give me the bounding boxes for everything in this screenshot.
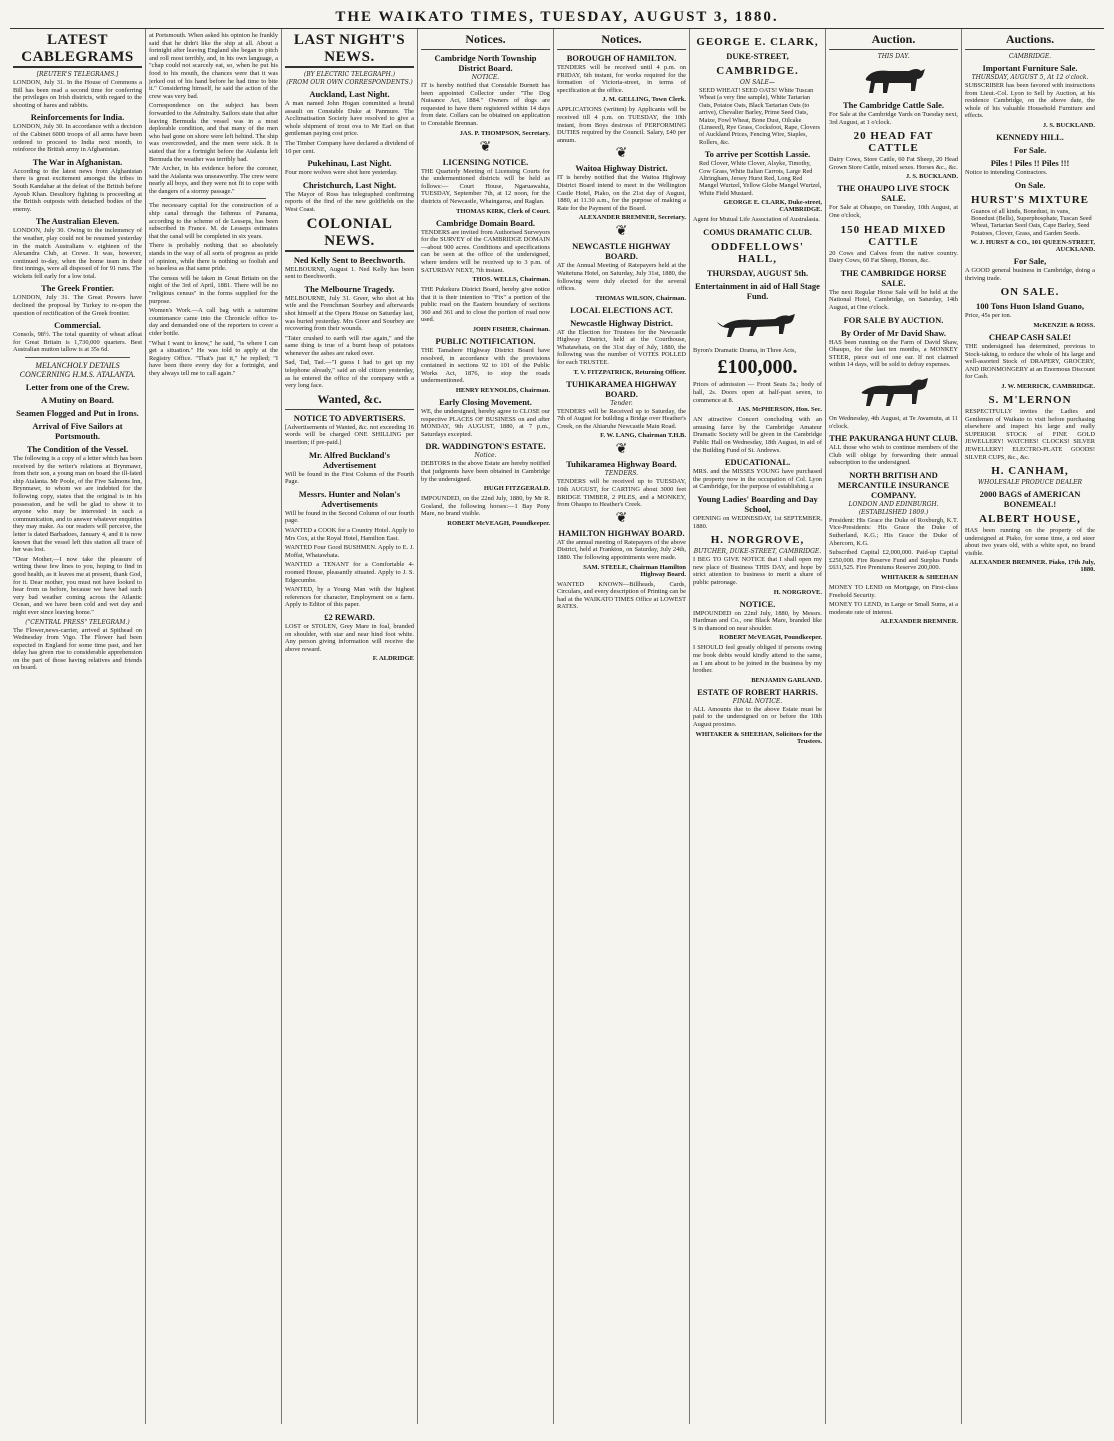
crest-icon: ❦ xyxy=(615,145,628,162)
column-7 xyxy=(826,29,962,1424)
notice-text: 20 Cows and Calves from the native country. Dairy Cows, 60 Fat Sheep, Horses, &c. xyxy=(829,249,958,265)
section-heading: The Australian Eleven. xyxy=(35,216,120,227)
section-subheading: Tender. xyxy=(610,399,633,407)
advertiser-name: H. CANHAM, xyxy=(991,465,1069,478)
section-heading: THE PAKURANGA HUNT CLUB. xyxy=(829,433,958,444)
notice-text: I SHOULD feel greatly obliged if persons owing me book debts would kindly attend to the same, as I am about to be joined in the business by my brother. xyxy=(693,644,822,675)
section-heading: LOCAL ELECTIONS ACT. xyxy=(570,304,673,315)
advertiser-name: S. M'LERNON xyxy=(988,393,1072,406)
section-heading: 2000 BAGS of AMERICAN BONEMEAL! xyxy=(979,489,1081,510)
signature: GEORGE E. CLARK, Duke-street, CAMBRIDGE. xyxy=(723,199,822,214)
section-heading: MELANCHOLY DETAILS CONCERNING H.M.S. ATALANTA. xyxy=(19,361,136,380)
lot-headline: 150 HEAD MIXED CATTLE xyxy=(840,223,947,248)
section-heading: Letter from one of the Crew. xyxy=(25,382,130,393)
signature: SAM. STEELE, Chairman Hamilton Highway Board. xyxy=(583,563,686,578)
advertiser-town: CAMBRIDGE. xyxy=(716,65,799,77)
wanted-ad: WANTED, by a Young Man with the highest references for character, Employment on a farm. Apply to Editor of this paper. xyxy=(285,586,414,609)
section-heading: BOROUGH OF HAMILTON. xyxy=(566,53,677,63)
article-text: The necessary capital for the construction of a ship canal through the Isthmus of Panama, according to the scheme of de Lesseps, has been subscribed in France. M. de Lesseps estimates that the canal will be completed in six years. xyxy=(149,202,278,240)
signature: HUGH FITZGERALD. xyxy=(483,485,550,493)
article-text: The Flower,news-carrier, arrived at Spithead on Wednesday from Vigo. The Flower had been expected in England for some time past, and her delay has given rise to considerable apprehension on the part of those having relatives and friends on board. xyxy=(13,626,142,672)
notices-heading: Notices. xyxy=(421,32,550,50)
section-heading: LICENSING NOTICE. xyxy=(442,156,529,167)
notice-text: TENDERS will be received until 4 p.m. on FRIDAY, 6th instant, for works required for the formation of Victoria-street, in terms of specification at the office. xyxy=(557,64,686,94)
notice-text: MONEY TO LEND, in Large or Small Sums, at a moderate rate of interest. xyxy=(829,601,958,616)
advertiser-name: GEORGE E. CLARK, xyxy=(696,36,819,48)
article-text: LONDON, July 30. In accordance with a decision of the Cabinet 6000 troops of all arms have been ordered to proceed to India next month, to reinforce the British army in Afghanistan. xyxy=(13,123,142,154)
article-text: LONDON, July 31. The Great Powers have declined the proposal by Turkey to re-open the question of rectification of the Greek frontier. xyxy=(13,294,142,317)
article-text: "What I want to know," he said, "is where I can get a situation." He was told to apply at the Registry Office. "That's just it," he replied; "I have been there every day for a fortnight, and they always tell me to call again." xyxy=(149,339,278,377)
signature: McKENZIE & ROSS. xyxy=(1033,321,1095,329)
section-heading: THE CAMBRIDGE HORSE SALE. xyxy=(840,267,947,288)
venue-name: ODDFELLOWS' HALL, xyxy=(711,240,804,265)
column-8 xyxy=(962,29,1098,1424)
article-text: Consols, 98½. The total quantity of wheat afloat for Great Britain is 1,730,000 quarters. Best Australian mutton tallow is at 35s 6d. xyxy=(13,331,142,354)
section-heading: The Condition of the Vessel. xyxy=(26,444,129,455)
column-1 xyxy=(10,29,146,1424)
masthead: THE WAIKATO TIMES, TUESDAY, AUGUST 3, 1880. xyxy=(10,6,1104,29)
section-heading: DUKE-STREET, xyxy=(726,51,789,61)
last-nights-news-title: LAST NIGHT'S NEWS. xyxy=(285,32,414,68)
cablegrams-title: LATEST CABLEGRAMS xyxy=(13,32,142,68)
section-heading: ESTATE OF ROBERT HARRIS. xyxy=(697,686,818,697)
section-subheading: Notice. xyxy=(474,452,497,460)
cablegrams-credit: [REUTER'S TELEGRAMS.] xyxy=(36,71,119,78)
section-heading: Seamen Flogged and Put in Irons. xyxy=(16,408,139,419)
article-text: Will be found in the Second Column of our fourth page. xyxy=(285,509,414,525)
section-subheading: THIS DAY. xyxy=(877,53,910,60)
notice-text: I BEG TO GIVE NOTICE that I shall open my new place of Business THIS DAY, and hope by strict attention to business to merit a share of public patronage. xyxy=(693,556,822,586)
section-subheading: BUTCHER, DUKE-STREET, CAMBRIDGE. xyxy=(693,548,822,556)
product-headline: HURST'S MIXTURE xyxy=(971,193,1089,206)
section-heading: Mr. Alfred Buckland's Advertisement xyxy=(308,449,390,470)
section-credit: (FROM OUR OWN CORRESPONDENTS.) xyxy=(286,79,413,86)
article-text: "Tater crushed to earth will rise again," and the same thing is true of a burnt heap of potatoes whenever the ashes are raked over. xyxy=(285,334,414,357)
notice-text: THE Pukekura District Board, hereby give notice that it is their intention to "Fix" a portion of the public road on the Eastern boundary of sections 360 and 361 and to close the portion of road now used. xyxy=(421,286,550,324)
stock-list: SEED WHEAT! SEED OATS! White Tuscan Wheat (a very fine sample), White Tartarian Oats, Potatoe Oats, Black Tartarian Oats (to arrive), Chevalier Barley, Prime Seed Oats, Maize, Fowl Wheat, Bone Dust, Oilcake (Linseed), Rye Grass, Cocksfoot, Rape, Clovers of Auckland Prices, Fencing Wire, Staples, Rollers, &c. xyxy=(699,87,820,146)
article-text: Women's Work.—A call bag with a saturnine countenance came into the Chronicle office to-day and demanded one of the reporters to cover a cider bottle. xyxy=(149,307,278,337)
notice-text: AT the annual meeting of Ratepayers of the above District, held at Frankton, on Saturday, July 24th, 1880. The following appointments were made. xyxy=(557,538,686,561)
newspaper-page xyxy=(10,6,1104,1426)
notice-text: AT the Election for Trustees for the Newcastle Highway District, held at the Courthouse, Whatawhata, on the 31st day of July, 1880, the following was the number of VOTES POLLED for each TRUSTEE. xyxy=(557,328,686,367)
notice-text: IMPOUNDED, on the 22nd July, 1880, by Mr R. Gosland, the following horses:—1 Bay Pony Mare, no brand visible. xyxy=(421,495,550,518)
section-heading: Early Closing Movement. xyxy=(439,397,532,408)
signature: J. M. GELLING, Town Clerk. xyxy=(602,96,686,104)
section-heading: 100 Tons Huon Island Guano, xyxy=(976,301,1084,312)
notice-text: AT the Annual Meeting of Ratepayers held at the Waitetuna Hotel, on Saturday, July 31st, 1880, the following were duly elected for the several offices. xyxy=(557,262,686,293)
section-heading: Christchurch, Last Night. xyxy=(302,179,397,190)
signature: WHITAKER & SHEEHAN, Solicitors for the Trustees. xyxy=(695,730,822,745)
wanted-ad: WANTED a TENANT for a Comfortable 4-roomed House, pleasantly situated. Apply to J. S. Edgecumbe. xyxy=(285,561,414,584)
article-text: MELBOURNE, August 1. Ned Kelly has been sent to Beechworth. xyxy=(285,265,414,281)
section-heading: Cambridge North Township District Board. xyxy=(434,53,537,73)
notice-text: IMPOUNDED on 22nd July, 1880, by Messrs. Hardman and Co., one Black Mare, branded like S in diamond on near shoulder. xyxy=(693,609,822,632)
notice-text: WANTED KNOWN—Billheads, Cards, Circulars, and every description of Printing can be had at the WAIKATO TIMES Office at LOWEST RATES. xyxy=(557,580,686,611)
section-subheading: TENDERS. xyxy=(604,470,639,478)
notice-text: Agent for Mutual Life Association of Australasia. xyxy=(693,216,820,224)
article-text: Correspondence on the subject has been forwarded to the Admiralty. Sailors state that after leaving Bermuda the vessel was in a most deplorable condition, and that many of the men who had gone on shore were left behind. The ship was overcrowded, and the men were sick. It is stated that for a fortnight before the Atalanta left Bermuda the weather was terribly bad. xyxy=(149,102,278,163)
notice-text: RESPECTFULLY invites the Ladies and Gentlemen of Waikato to visit before purchasing elsewhere and inspect his large and really SUPERIOR STOCK of FINE GOLD JEWELLERY! WATCHES! CLOCKS! SILVER JEWELLERY! ELECTRO-PLATE GOODS! SILVER CUPS, &c., &c. xyxy=(965,407,1095,461)
notice-text: Price, 45s per ton. xyxy=(965,312,1012,320)
notice-text: AN attractive Concert concluding with an amusing farce by the Cambridge Amateur Dramatic Society will be given in the Cambridge Public Hall on Wednesday, 18th August, in aid of the Building Fund of St. Andrews. xyxy=(693,416,822,454)
notice-text: IT is hereby notified that Constable Burnett has been appointed Collector under "The Dog Nuisance Act, 1884." Owners of dogs are requested to have them registered within 14 days from date. Collars can be obtained on application to Constable Brennan. xyxy=(421,82,550,127)
section-credit: (BY ELECTRIC TELEGRAPH.) xyxy=(303,71,396,78)
signature: J. S. BUCKLAND. xyxy=(1042,121,1095,129)
notice-text: Notice to intending Contractors. xyxy=(965,168,1048,176)
product-headline: ON SALE. xyxy=(1000,286,1060,299)
section-heading: Commercial. xyxy=(54,320,101,331)
section-heading: The Melbourne Tragedy. xyxy=(304,283,395,294)
article-text: at Portsmouth. When asked his opinion he frankly said that he didn't like the ship at all. About a fortnight after leaving England she began to pitch and roll most terribly, and, in his own language, a "chap could not scarcely eat, so, when he put his food to his mouth, the chances were that it was jerked out of his hand before he had time to bite it." Considering himself, he said the action of the crew was very bad. xyxy=(149,32,278,100)
dog-illustration-icon xyxy=(854,372,934,412)
crest-icon: ❦ xyxy=(615,509,628,526)
section-heading: Waitoa Highway District. xyxy=(575,163,668,174)
notice-text: MONEY TO LEND on Mortgage, on First-class Freehold Security. xyxy=(829,584,958,599)
notice-text: On Wednesday, 4th August, at Te Awamutu, at 11 o'clock. xyxy=(829,414,958,430)
notice-text: MRS. and the MISSES YOUNG have purchased the property now in the occupation of Col. Lyon at Cambridge, for the purpose of establishing a xyxy=(693,468,822,491)
signature: ALEXANDER BREMNER. Piako, 17th July, 1880. xyxy=(969,559,1095,574)
signature: J. W. MERRICK, CAMBRIDGE. xyxy=(1001,382,1095,390)
section-heading: Arrival of Five Sailors at Portsmouth. xyxy=(32,421,123,442)
notice-text: WE, the undersigned, hereby agree to CLOSE our respective PLACES OF BUSINESS on and after MONDAY, 9th AUGUST, 1880, at 7 p.m., Saturdays excepted. xyxy=(421,408,550,438)
notice-text: Subscribed Capital £2,000,000. Paid-up Capital £250,000. Fire Reserve Fund and Surplus Funds £631,525. Fire Premiums Reserve 200,000. xyxy=(829,549,958,572)
lot-headline: 20 HEAD FAT CATTLE xyxy=(853,130,934,155)
signature: W. J. HURST & CO., 101 QUEEN-STREET, AUCKLAND. xyxy=(970,239,1095,254)
article-text: Sad, Tad, Tad.—"I guess I had to get up my telephone already," said an old citizen yesterday, as he entered the office of the company with a very long face. xyxy=(285,359,414,390)
notice-text: ALL Amounts due to the above Estate must be paid to the undersigned on or before the 10th August proximo. xyxy=(693,705,822,728)
notice-text: THE Quarterly Meeting of Licensing Courts for the undermentioned districts will be held as follows:— Court House, Ngaruawahia, TUESDAY, September 7th, at 12 noon, for the districts of Newcastle, Whaingaroa, and Raglan. xyxy=(421,167,550,205)
column-6 xyxy=(690,29,826,1424)
section-heading: DR. WADDINGTON'S ESTATE. xyxy=(425,441,546,452)
section-heading: Messrs. Hunter and Nolan's Advertisements xyxy=(298,488,401,509)
signature: ROBERT McVEAGH, Poundkeeper. xyxy=(447,519,550,527)
wanted-heading: Wanted, &c. xyxy=(285,392,414,410)
article-text: LONDON, July 30. Owing to the inclemency of the weather, play could not be resumed yesterday in the match Australians v. eighteen of the Alexandra Club, at Crewe. It was, however, continued to-day, when the home team in their first innings, were all disposed of for 91 runs. The wickets fell early for a low total. xyxy=(13,227,142,280)
notice-text: DEBTORS in the above Estate are hereby notified that judgments have been obtained in Cambridge by the undersigned. xyxy=(421,460,550,483)
notice-text: A GOOD general business in Cambridge, doing a thriving trade. xyxy=(965,267,1095,282)
section-subheading: NOTICE. xyxy=(471,74,500,81)
section-heading: NOTICE. xyxy=(739,598,776,609)
section-heading: A Mutiny on Board. xyxy=(41,395,114,406)
colonial-news-title: COLONIAL NEWS. xyxy=(285,216,414,252)
article-text: MELBOURNE, July 31. Greer, who shot at his wife and the Frenchman Sourbey and afterwards shot himself at the Opera House on Saturday last, was buried yesterday. Mrs Greer and Sourbey are recovering from their wounds. xyxy=(285,294,414,333)
section-heading: Auckland, Last Night. xyxy=(309,89,390,99)
notice-text: TENDERS will be received up to TUESDAY, 10th AUGUST, for CARTING about 3000 feet BRIDGE TIMBER, 2 PILES, and a MONKEY, from Ohaupo to Heather's Creek. xyxy=(557,478,686,509)
notice-text: OPENING on WEDNESDAY, 1st SEPTEMBER, 1880. xyxy=(693,515,822,530)
article-text: Will be found in the First Column of the Fourth Page. xyxy=(285,470,414,486)
section-heading: For Sale. xyxy=(1013,144,1047,155)
divider xyxy=(25,357,130,358)
notice-text: HAS been running on the Farm of David Shaw, Ohaupo, for the last ten months, a MONKEY STEER, piece out of one ear. If not claimed within 14 days, will be sold to defray expenses. xyxy=(829,338,958,369)
signature: HENRY REYNOLDS, Chairman. xyxy=(455,387,550,395)
signature: BENJAMIN GARLAND. xyxy=(751,676,822,684)
article-text: A man named John Hogan committed a brutal assault on Constable Duke at Panmure. The Acclimatisation Society have resolved to give a whole shipment of trout ova to Mr Earl on that gentleman paying cost price. xyxy=(285,100,414,138)
signature: F. ALDRIDGE xyxy=(372,655,414,663)
notice-text: APPLICATIONS (written) by Applicants will be received till 4 p.m. on TUESDAY, the 10th instant, from Boys desirous of PERFORMING DUTIES required by the Council. Salary, £40 per annum. xyxy=(557,106,686,144)
section-heading: Young Ladies' Boarding and Day School, xyxy=(697,494,818,514)
article-text: There is probably nothing that so absolutely stands in the way of all sorts of progress as pride of opinion, while there is nothing so foolish and so baseless as that same pride. xyxy=(149,242,278,273)
notice-text: HAS been running on the property of the undersigned at Piako, for some time, a red steer about two years old, with a white spot, no brand visible. xyxy=(965,527,1095,557)
section-heading: THE OHAUPO LIVE STOCK SALE. xyxy=(837,183,950,204)
signature: F. W. LANG, Chairman T.H.B. xyxy=(600,432,686,440)
notice-text: President: His Grace the Duke of Roxburgh, K.T. Vice-Presidents: His Grace the Duke of Sutherland, K.G.; His Grace the Duke of Abercorn, K.G. xyxy=(829,516,958,547)
article-text: The census will be taken in Great Britain on the night of the 3rd of April, 1881. There will be no "religious census" in the forms supplied for the purpose. xyxy=(149,274,278,305)
section-heading: The War in Afghanistan. xyxy=(32,156,123,167)
section-heading: FOR SALE BY AUCTION. xyxy=(843,314,944,325)
wanted-ad: WANTED a COOK for a Country Hotel. Apply to Mrs Cox, at the Royal Hotel, Hamilton East. xyxy=(285,527,414,542)
section-heading: The Cambridge Cattle Sale. xyxy=(842,100,945,110)
notice-text: Byron's Dramatic Drama, in Three Acts, xyxy=(693,346,797,354)
section-subheading: LONDON AND EDINBURGH. xyxy=(848,500,939,508)
section-credit: ("CENTRAL PRESS" TELEGRAM.) xyxy=(25,618,130,626)
section-subheading: ON SALE— xyxy=(740,79,775,86)
section-heading: £2 REWARD. xyxy=(324,611,375,622)
article-text: LONDON, July 31. In the House of Commons a Bill has been read a second time for conferring the privileges on Irish districts, with regard to the shooting of hares and rabbits. xyxy=(13,79,142,109)
article-text: According to the latest news from Afghanistan there is great excitement amongst the tribes in South Kandahar at the defeat of the British before Ayoub Khan. Desultory fighting is proceeding at the British outposts with detached bodies of the enemy. xyxy=(13,167,142,213)
section-heading: THURSDAY, AUGUST 5th. xyxy=(706,267,809,278)
divider xyxy=(161,198,266,199)
section-heading: NEWCASTLE HIGHWAY BOARD. xyxy=(572,241,671,262)
notice-text: Dairy Cows, Store Cattle, 60 Fat Sheep, 20 Head Grown Store Cattle, mixed sexes. Horses &c., &c. xyxy=(829,156,958,171)
article-text: "Mr Archer, in his evidence before the coroner, said the Atalanta was unseaworthy. The crew were nearly all boys, and they were not fit to cope with the dangers of a stormy passage." xyxy=(149,165,279,195)
article-text: [Advertisements of Wanted, &c. not exceeding 16 words will be charged ONE SHILLING per insertion; if pre-paid.] xyxy=(285,423,414,447)
advertiser-name: H. NORGROVE, xyxy=(710,534,805,547)
columns xyxy=(10,29,1104,1424)
section-subheading: THURSDAY, AUGUST 5, At 12 o'clock. xyxy=(971,74,1089,81)
section-heading: TUHIKARAMEA HIGHWAY BOARD. xyxy=(566,378,677,399)
section-heading: Entertainment in aid of Hall Stage Fund. xyxy=(695,280,820,301)
signature: THOMAS WILSON, Chairman. xyxy=(595,294,686,302)
crest-icon: ❦ xyxy=(615,441,628,458)
section-heading: On Sale. xyxy=(1014,179,1046,190)
stock-list: Guanos of all kinds, Bonedust, in vans, Bonedust (Bells), Superphosphate, Tuscan Seed Wheat, Tartarian Seed Oats, Cape Barley, Seed Potatoes, Clover, Grass, and Garden Seeds. xyxy=(971,207,1092,237)
stock-list: Red Clover, White Clover, Alsyke, Timothy, Cow Grass, White Italian Carrots, Large Red Altringham, Jersey Hurst Red, Long Red Mangel Wurtzel, Yellow Globe Mangel Wurtzel, White Field Mustard. xyxy=(699,160,822,197)
notice-text: TENDERS are invited from Authorised Surveyors for the SURVEY of the CAMBRIDGE DOMAIN—about 900 acres. Conditions and specifications can be seen at the office of the undersigned, where tenders will be received up to 3 p.m. of SATURDAY NEXT, 7th instant. xyxy=(421,228,550,274)
signature: J. S. BUCKLAND. xyxy=(905,173,958,181)
signature: JOHN FISHER, Chairman. xyxy=(472,326,550,334)
column-5 xyxy=(554,29,690,1424)
section-heading: KENNEDY HILL. xyxy=(996,131,1064,142)
section-heading: Cambridge Domain Board. xyxy=(436,217,535,228)
section-heading: Tuhikaramea Highway Board. xyxy=(566,459,677,470)
section-heading: NORTH BRITISH AND MERCANTILE INSURANCE COMPANY. xyxy=(837,469,950,500)
notice-text: The next Regular Horse Sale will be held at the National Hotel, Cambridge, on Saturday, 14th August, at One o'clock. xyxy=(829,288,958,311)
section-heading: Important Furniture Sale. xyxy=(982,63,1078,73)
section-heading: NOTICE TO ADVERTISERS. xyxy=(293,412,406,423)
signature: T. V. FITZPATRICK, Returning Officer. xyxy=(573,368,686,376)
play-title: £100,000. xyxy=(717,356,798,379)
notice-text: For Sale at the Cambridge Yards on Tuesday next, 3rd August, at 1 o'clock. xyxy=(829,111,958,126)
notice-text: SUBSCRIBER has been favored with instructions from Lieut.-Col. Lyon to Sell by Auction, at his residence Cambridge, on the above date, the whole of his valuable Household Furniture and effects. xyxy=(965,82,1095,120)
section-heading: Reinforcements for India. xyxy=(30,112,125,123)
signature: WHITAKER & SHEEHAN xyxy=(880,574,958,582)
section-heading: Newcastle Highway District. xyxy=(570,317,673,328)
crest-icon: ❦ xyxy=(615,223,628,240)
advertiser-name: ALBERT HOUSE, xyxy=(979,513,1081,526)
section-subheading: WHOLESALE PRODUCE DEALER xyxy=(977,479,1083,487)
notice-text: Prices of admission — Front Seats 3s.; body of hall, 2s. Doors open at half-past seven, to commence at 8. xyxy=(693,381,822,404)
section-heading: CHEAP CASH SALE! xyxy=(988,331,1072,342)
section-subheading: FINAL NOTICE. xyxy=(732,697,783,705)
article-text: LOST or STOLEN, Grey Mare in foal, branded on shoulder, with star and near hind foot white. Any person giving information will receive the above reward. xyxy=(285,622,414,653)
notice-text: TENDERS will be Received up to Saturday, the 7th of August for building a Bridge over Heather's Creek, on the Ahiaruhe Newcastle Main Road. xyxy=(557,407,686,430)
notice-text: THE Tamahere Highway District Board have resolved, in accordance with the provisions contained in sections 92 to 101 of the Public Works Act, 1876, to stop the roads undermentioned. xyxy=(421,347,550,385)
notice-text: THE undersigned has determined, previous to Stock-taking, to reduce the whole of his large and well-assorted Stock of DRAPERY, GROCERY, AND IRONMONGERY at an Enormous Discount for Cash. xyxy=(965,342,1095,381)
notice-text: IT is hereby notified that the Waitoa Highway District Board intend to meet in the Wellington Castle Hotel, Piako, on the 21st day of August, 1880, at 11.30 a.m., for the purpose of making a Rate for the Payment of the Board. xyxy=(557,174,686,212)
signature: H. NORGROVE. xyxy=(773,588,822,596)
section-heading: By Order of Mr David Shaw. xyxy=(841,327,946,338)
notices-heading: Notices. xyxy=(557,32,686,50)
dog-illustration-icon xyxy=(713,304,803,344)
auctions-heading: Auctions. xyxy=(965,32,1095,50)
section-heading: PUBLIC NOTIFICATION. xyxy=(435,336,536,347)
article-text: "Dear Mother,—I now take the pleasure of writing these few lines to you, hoping to find in good health, as it leaves me at present, thank God, for it. Dear mother, you must not have looked to hear from us before, because we have had such very bad weather coming across the Atlantic Ocean, and we have been cold and wet day and night ever since leaving home." xyxy=(13,555,142,616)
bull-illustration-icon xyxy=(859,63,929,97)
column-2 xyxy=(146,29,282,1424)
section-heading: For Sale, xyxy=(1013,256,1047,267)
section-heading: COMUS DRAMATIC CLUB. xyxy=(703,226,812,237)
column-3 xyxy=(282,29,418,1424)
signature: ALEXANDER BREMNER. xyxy=(880,618,958,626)
section-heading: Ned Kelly Sent to Beechworth. xyxy=(293,254,406,265)
signature: THOMAS KIRK, Clerk of Court. xyxy=(456,207,550,215)
article-text: The Mayor of Ross has telegraphed confirming reports of the find of the new goldfields on the West Coast. xyxy=(285,190,414,213)
section-subheading: CAMBRIDGE. xyxy=(1008,53,1052,60)
section-heading: Piles ! Piles !! Piles !!! xyxy=(990,157,1070,168)
section-heading: HAMILTON HIGHWAY BOARD. xyxy=(558,527,685,538)
crest-icon: ❦ xyxy=(479,138,492,155)
article-text: The following is a copy of a letter which has been received by the writer's relations at Brynmawr, from their son, a young man on board the ill-fated ship Atalanta. Mr Poole, of the Five Salmons Inn, Brynmawr, to whom we are indebted for the following copy, states that the original is in his possession, and he will be glad to show it to anyone who may be interested in such a communication, and to answer whatever enquiries they may make. As our readers will perceive, the letter is dated Barbadoes, January 4, and it is now known that the vessel left this station all trace of her was lost. xyxy=(13,455,142,554)
signature: THOS. WELLS, Chairman. xyxy=(472,276,550,284)
wanted-ad: WANTED Four Good BUSHMEN. Apply to E. J. Moffat, Whatawhata. xyxy=(285,544,414,559)
section-heading: EDUCATIONAL. xyxy=(724,457,791,468)
section-heading: The Greek Frontier. xyxy=(41,283,114,294)
signature: JAS. McPHERSON, Hon. Sec. xyxy=(737,406,822,414)
signature: ROBERT McVEAGH, Poundkeeper. xyxy=(719,634,822,642)
article-text: Four more wolves were shot here yesterday. xyxy=(285,169,398,177)
article-text: The Timber Company have declared a dividend of 10 per cent. xyxy=(285,139,414,155)
auction-heading: Auction. xyxy=(829,32,958,50)
signature: JAS. P. THOMPSON, Secretary. xyxy=(459,129,550,137)
section-heading: To arrive per Scottish Lassie. xyxy=(704,149,811,160)
section-heading: Pukehinau, Last Night. xyxy=(307,158,392,169)
column-4 xyxy=(418,29,554,1424)
notice-text: For Sale at Ohaupo, on Tuesday, 10th August, at One o'clock, xyxy=(829,204,958,219)
notice-text: ALL those who wish to continue members of the Club will oblige by forwarding their annual subscription to the undersigned. xyxy=(829,444,958,467)
signature: ALEXANDER BREMNER, Secretary. xyxy=(578,214,686,222)
section-subheading: (ESTABLISHED 1809.) xyxy=(858,508,929,516)
